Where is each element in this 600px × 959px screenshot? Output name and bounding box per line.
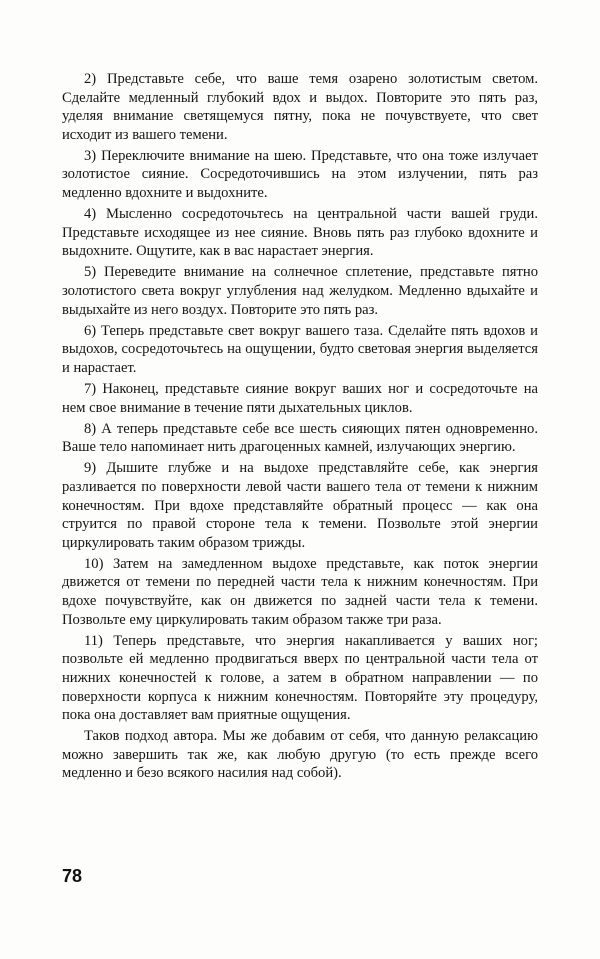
paragraph-step-8: 8) А теперь представьте себе все шесть сияющих пятен одновременно. Ваше тело напоминает нить драгоценных камней, излучающих энергию. (62, 420, 538, 456)
paragraph-conclusion: Таков подход автора. Мы же добавим от себя, что данную релаксацию можно завершить так же, как любую другую (то есть прежде всего медленно и безо всякого насилия над собой). (62, 728, 538, 782)
paragraph-step-9: 9) Дышите глубже и на выдохе представляйте себе, как энергия разливается по поверхности левой части вашего тела от темени к нижним конечностям. При вдохе представляйте обратный процесс — как она струится по правой стороне тела к темени. Позвольте этой энергии циркулировать таким образом трижды. (62, 460, 538, 551)
paragraph-step-6: 6) Теперь представьте свет вокруг вашего таза. Сделайте пять вдохов и выдохов, сосредоточьтесь на ощущении, будто световая энергия выделяется и нарастает. (62, 322, 538, 376)
paragraph-step-10: 10) Затем на замедленном выдохе представьте, как поток энергии движется от темени по передней части тела к нижним конечностям. При вдохе почувствуйте, как он движется по задней части тела к темени. Позвольте ему циркулировать таким образом также три раза. (62, 555, 538, 628)
page-number: 78 (62, 866, 83, 886)
paragraph-step-11: 11) Теперь представьте, что энергия накапливается у ваших ног; позвольте ей медленно продвигаться вверх по центральной части тела от нижних конечностей к голове, а затем в обратном направлении — по поверхности корпуса к нижним конечностям. Повторяйте эту процедуру, пока она доставляет вам приятные ощущения. (62, 632, 538, 724)
paragraph-step-4: 4) Мысленно сосредоточьтесь на центральной части вашей груди. Представьте исходящее из нее сияние. Вновь пять раз глубоко вдохните и выдохните. Ощутите, как в вас нарастает энергия. (62, 206, 538, 260)
body-text (62, 70, 538, 785)
paragraph-step-5: 5) Переведите внимание на солнечное сплетение, представьте пятно золотистого света вокруг углубления над желудком. Медленно вдыхайте и выдыхайте из него воздух. Повторите это пять раз. (62, 264, 538, 318)
paragraph-step-7: 7) Наконец, представьте сияние вокруг ваших ног и сосредоточьте на нем свое внимание в течение пяти дыхательных циклов. (62, 381, 538, 416)
paragraph-step-2: 2) Представьте себе, что ваше темя озарено золотистым светом. Сделайте медленный глубокий вдох и выдох. Повторите это пять раз, уделяя внимание светящемуся пятну, пока не почувствуете, что свет исходит из вашего темени. (62, 71, 538, 143)
paragraph-step-3: 3) Переключите внимание на шею. Представьте, что она тоже излучает золотистое сияние. Сосредоточившись на этом излучении, пять раз медленно вдохните и выдохните. (62, 147, 538, 202)
